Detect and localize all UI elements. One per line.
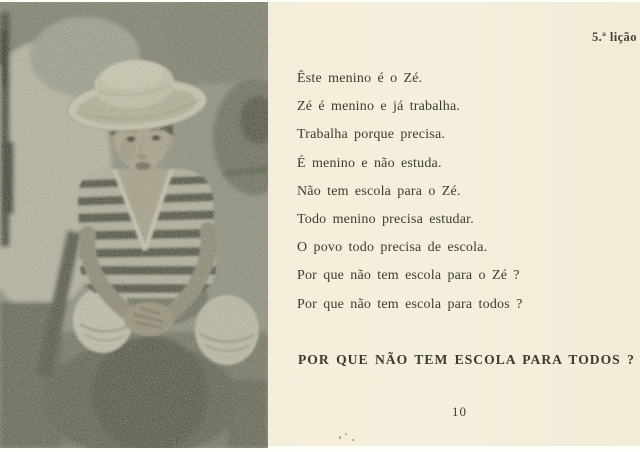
text-line: O povo todo precisa de escola. [297, 240, 488, 256]
text-line: Zé é menino e já trabalha. [297, 99, 461, 115]
text-line: Não tem escola para o Zé. [297, 183, 461, 199]
scan-speckle [352, 439, 354, 441]
text-line: Por que não tem escola para o Zé ? [297, 268, 520, 284]
page-number: 10 [452, 404, 467, 419]
text-line: Por que não tem escola para todos ? [297, 296, 523, 312]
reading-text-block [297, 71, 523, 325]
text-line: Trabalha porque precisa. [297, 127, 446, 143]
text-line: Êste menino é o Zé. [297, 71, 423, 86]
scan-speckle [339, 436, 341, 439]
headline-question: POR QUE NÃO TEM ESCOLA PARA TODOS ? [298, 352, 635, 367]
text-line: É menino e não estuda. [297, 155, 442, 171]
text-line: Todo menino precisa estudar. [297, 211, 474, 227]
scan-speckle [345, 433, 347, 435]
lesson-label: 5.ª lição [592, 30, 637, 44]
photo-boy-straw-hat [0, 2, 268, 448]
